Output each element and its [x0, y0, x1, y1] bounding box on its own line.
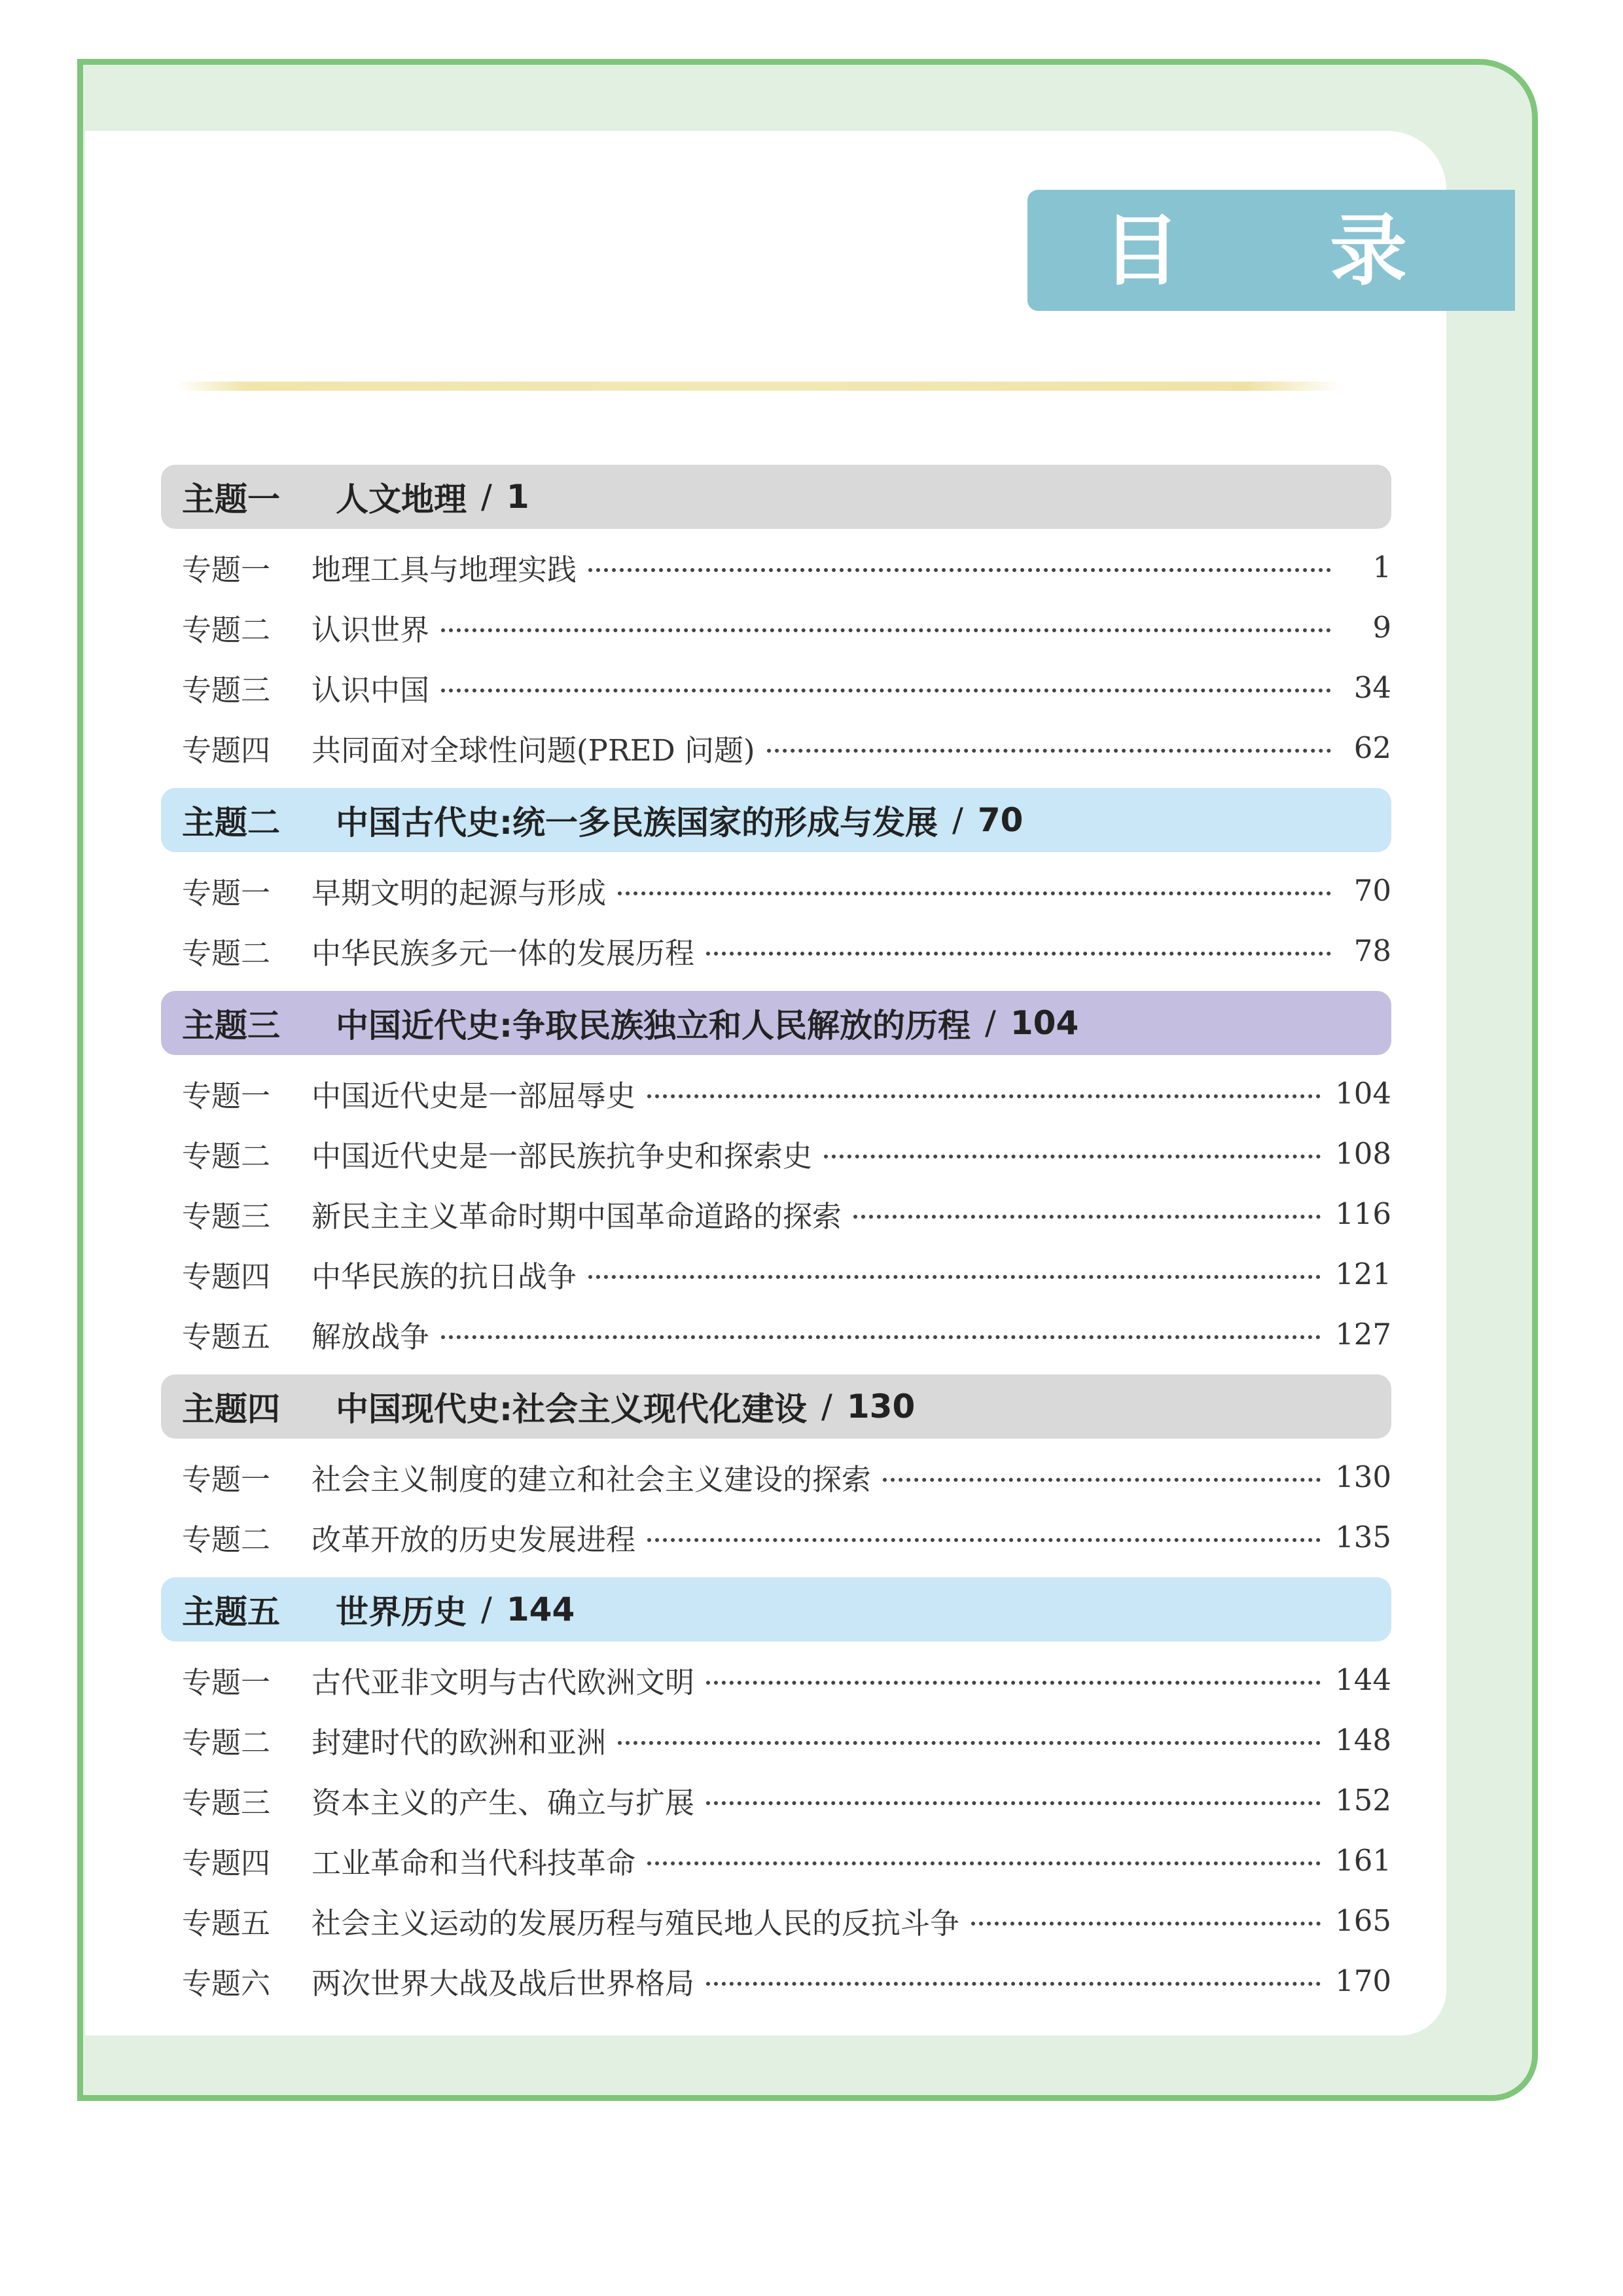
entry-page: 161: [1335, 1842, 1391, 1878]
entry-title: 地理工具与地理实践: [312, 552, 577, 587]
entry-page: 78: [1353, 933, 1391, 968]
entry-title: 古代亚非文明与古代欧洲文明: [312, 1664, 695, 1700]
section-number: 主题五: [182, 1593, 280, 1631]
toc-entry[interactable]: [161, 920, 1391, 980]
entry-number: 专题一: [182, 1078, 271, 1113]
entry-number: 专题一: [182, 875, 271, 910]
entry-title: 中华民族多元一体的发展历程: [312, 935, 695, 971]
dot-leader: [647, 1538, 1321, 1542]
entry-page: 108: [1335, 1136, 1391, 1171]
entry-number: 专题三: [182, 1198, 271, 1234]
section-separator: /: [481, 478, 492, 516]
entry-number: 专题六: [182, 1965, 271, 2001]
dot-leader: [647, 1094, 1321, 1098]
toc-entry[interactable]: [161, 1063, 1391, 1123]
entry-number: 专题五: [182, 1319, 271, 1354]
entry-number: 专题一: [182, 1664, 271, 1700]
entry-number: 专题三: [182, 1785, 271, 1820]
dot-leader: [441, 628, 1331, 632]
entry-title: 中华民族的抗日战争: [312, 1259, 577, 1294]
toc-entry[interactable]: [161, 1950, 1391, 2011]
toc-entry[interactable]: [161, 1649, 1391, 1710]
entry-number: 专题二: [182, 1522, 271, 1557]
entry-title: 资本主义的产生、确立与扩展: [312, 1785, 695, 1820]
dot-leader: [767, 749, 1331, 753]
entry-page: 9: [1372, 609, 1391, 645]
entry-page: 148: [1335, 1722, 1391, 1757]
entry-number: 专题一: [182, 1462, 271, 1497]
section-header[interactable]: [161, 991, 1391, 1055]
section-page: 130: [846, 1388, 916, 1426]
section-title: 人文地理: [336, 480, 467, 518]
section-title: 中国近代史:争取民族独立和人民解放的历程: [336, 1007, 971, 1045]
section-page: 1: [506, 478, 529, 516]
toc-entry[interactable]: [161, 537, 1391, 597]
entry-title: 认识世界: [312, 612, 430, 647]
entry-page: 165: [1335, 1903, 1391, 1938]
section-header[interactable]: [161, 1374, 1391, 1439]
dot-leader: [706, 1982, 1321, 1986]
entry-page: 170: [1335, 1963, 1391, 1998]
toc-entry[interactable]: [161, 1770, 1391, 1830]
entry-number: 专题二: [182, 1725, 271, 1760]
toc-entry[interactable]: [161, 717, 1391, 778]
entry-number: 专题一: [182, 552, 271, 587]
page-title: [1027, 190, 1515, 311]
entry-title: 工业革命和当代科技革命: [312, 1845, 636, 1880]
toc-entry[interactable]: [161, 1304, 1391, 1364]
entry-page: 121: [1335, 1256, 1391, 1291]
dot-leader: [853, 1215, 1321, 1219]
section-gap: [161, 1567, 1391, 1577]
section-page: 104: [1010, 1004, 1079, 1042]
section-gap: [161, 1364, 1391, 1374]
dot-leader: [588, 1275, 1321, 1279]
toc-entry[interactable]: [161, 860, 1391, 920]
section-title: 中国现代史:社会主义现代化建设: [336, 1390, 807, 1428]
section-header[interactable]: [161, 1577, 1391, 1641]
entry-number: 专题四: [182, 1259, 271, 1294]
dot-leader: [618, 891, 1331, 895]
section-gap: [161, 980, 1391, 991]
dot-leader: [441, 1335, 1321, 1339]
entry-title: 社会主义制度的建立和社会主义建设的探索: [312, 1462, 872, 1497]
entry-number: 专题二: [182, 612, 271, 647]
section-separator: /: [821, 1388, 832, 1426]
section-number: 主题四: [182, 1390, 280, 1428]
section-header[interactable]: [161, 465, 1391, 529]
entry-title: 解放战争: [312, 1319, 430, 1354]
toc-entry[interactable]: [161, 1890, 1391, 1950]
section-header[interactable]: [161, 788, 1391, 852]
toc-entry[interactable]: [161, 1830, 1391, 1890]
entry-title: 改革开放的历史发展进程: [312, 1522, 636, 1557]
entry-title: 早期文明的起源与形成: [312, 875, 607, 910]
toc-entry[interactable]: [161, 657, 1391, 717]
toc-entry[interactable]: [161, 1710, 1391, 1770]
section-separator: /: [481, 1590, 492, 1628]
dot-leader: [618, 1741, 1321, 1745]
decorative-divider: [177, 382, 1342, 391]
section-title: 世界历史: [336, 1593, 467, 1631]
dot-leader: [441, 689, 1331, 692]
entry-page: 104: [1335, 1075, 1391, 1111]
entry-number: 专题三: [182, 672, 271, 708]
entry-page: 135: [1335, 1519, 1391, 1554]
section-number: 主题一: [182, 480, 280, 518]
dot-leader: [971, 1922, 1321, 1926]
entry-title: 中国近代史是一部屈辱史: [312, 1078, 636, 1113]
entry-title: 新民主主义革命时期中国革命道路的探索: [312, 1198, 842, 1234]
section-gap: [161, 778, 1391, 788]
entry-page: 127: [1335, 1316, 1391, 1352]
entry-page: 34: [1353, 670, 1391, 705]
entry-title: 封建时代的欧洲和亚洲: [312, 1725, 607, 1760]
entry-title: 两次世界大战及战后世界格局: [312, 1965, 695, 2001]
section-separator: /: [985, 1004, 996, 1042]
section-page: 144: [506, 1590, 575, 1628]
section-title: 中国古代史:统一多民族国家的形成与发展: [336, 804, 938, 842]
dot-leader: [706, 1681, 1321, 1685]
toc-entry[interactable]: [161, 597, 1391, 657]
entry-page: 62: [1353, 730, 1391, 765]
entry-page: 1: [1372, 549, 1391, 584]
entry-page: 152: [1335, 1782, 1391, 1818]
dot-leader: [588, 568, 1331, 572]
table-of-contents: [161, 465, 1391, 2011]
entry-page: 116: [1335, 1196, 1391, 1231]
toc-entry[interactable]: [161, 1446, 1391, 1507]
toc-entry[interactable]: [161, 1123, 1391, 1183]
toc-entry[interactable]: [161, 1244, 1391, 1304]
section-number: 主题三: [182, 1007, 280, 1045]
section-separator: /: [952, 801, 963, 839]
entry-number: 专题四: [182, 732, 271, 768]
entry-title: 共同面对全球性问题(PRED 问题): [312, 732, 755, 768]
entry-page: 144: [1335, 1662, 1391, 1697]
section-number: 主题二: [182, 804, 280, 842]
toc-entry[interactable]: [161, 1183, 1391, 1244]
page-title-char-1: 目: [1103, 205, 1181, 296]
entry-title: 社会主义运动的发展历程与殖民地人民的反抗斗争: [312, 1905, 960, 1941]
entry-number: 专题五: [182, 1905, 271, 1941]
entry-page: 70: [1353, 872, 1391, 908]
section-page: 70: [977, 801, 1024, 839]
page-title-char-2: 录: [1329, 205, 1407, 296]
entry-number: 专题二: [182, 1138, 271, 1174]
dot-leader: [824, 1155, 1321, 1158]
dot-leader: [706, 1801, 1321, 1805]
toc-entry[interactable]: [161, 1507, 1391, 1567]
entry-title: 认识中国: [312, 672, 430, 708]
dot-leader: [883, 1478, 1321, 1482]
dot-leader: [706, 952, 1331, 956]
entry-title: 中国近代史是一部民族抗争史和探索史: [312, 1138, 813, 1174]
entry-page: 130: [1335, 1459, 1391, 1494]
entry-number: 专题四: [182, 1845, 271, 1880]
entry-number: 专题二: [182, 935, 271, 971]
dot-leader: [647, 1861, 1321, 1865]
